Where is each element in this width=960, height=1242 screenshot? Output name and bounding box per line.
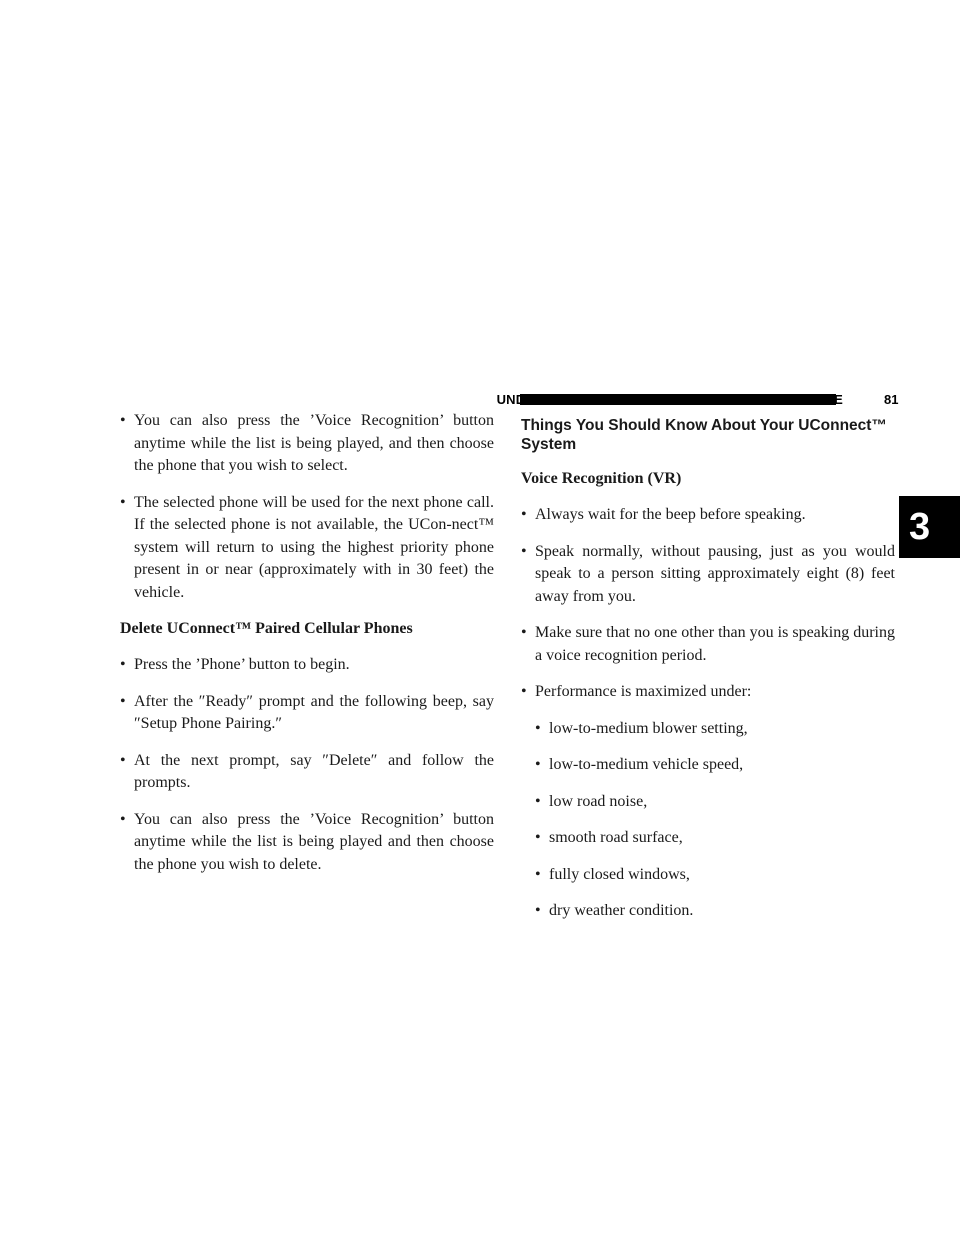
list-item-text: Make sure that no one other than you is speaking during a voice recognition period. <box>535 624 895 664</box>
right-column <box>521 410 895 937</box>
section-heading-things-to-know: Things You Should Know About Your UConnect™ System <box>521 417 887 453</box>
list-item-text: Performance is maximized under: <box>535 683 752 700</box>
list-item-text: smooth road surface, <box>549 829 683 846</box>
bullet-icon: • <box>535 756 541 773</box>
page-number: 81 <box>884 392 899 407</box>
sub-list-item <box>535 754 895 777</box>
bullet-icon: • <box>535 865 541 883</box>
list-item <box>521 541 895 609</box>
list-item <box>521 504 895 527</box>
list-item <box>120 492 494 605</box>
sub-list-item <box>535 827 895 850</box>
left-column <box>120 410 494 890</box>
list-item <box>120 410 494 478</box>
bullet-icon: • <box>120 493 126 511</box>
sub-list-item <box>535 864 895 887</box>
list-item <box>521 622 895 667</box>
bullet-icon: • <box>120 810 126 828</box>
subheading-voice-recognition: Voice Recognition (VR) <box>521 470 682 487</box>
list-item-text: After the ″Ready″ prompt and the following beep, say ″Setup Phone Pairing.″ <box>134 692 494 732</box>
bullet-icon: • <box>120 692 126 710</box>
section-heading-delete-phones: Delete UConnect™ Paired Cellular Phones <box>120 620 413 637</box>
bullet-icon: • <box>120 412 126 429</box>
list-item-text: fully closed windows, <box>549 865 690 883</box>
list-item-text: You can also press the ’Voice Recognition’ button anytime while the list is being played, and then choose the phone that you wish to select. <box>134 412 494 474</box>
sub-list-item <box>535 791 895 814</box>
list-item <box>120 654 494 677</box>
list-item <box>120 750 494 795</box>
bullet-icon: • <box>120 751 126 769</box>
list-item-text: At the next prompt, say ″Delete″ and follow the prompts. <box>134 751 494 791</box>
list-item-text: Speak normally, without pausing, just as you would speak to a person sitting approximately eight (8) feet away from you. <box>535 542 895 605</box>
running-header-title: UNDERSTANDING THE FEATURES OF YOUR VEHICLE <box>496 392 843 407</box>
bullet-icon: • <box>521 624 527 641</box>
list-item <box>120 809 494 877</box>
sub-list-item <box>535 900 895 923</box>
list-item-text: Press the ’Phone’ button to begin. <box>134 656 350 673</box>
list-item-text: low-to-medium blower setting, <box>549 719 748 737</box>
list-item-text: You can also press the ’Voice Recognition’ button anytime while the list is being played and then choose the phone you wish to delete. <box>134 810 494 873</box>
bullet-icon: • <box>120 656 126 673</box>
chapter-tab: 3 <box>899 496 960 558</box>
bullet-icon: • <box>535 792 541 810</box>
bullet-icon: • <box>535 719 541 737</box>
list-item-text: The selected phone will be used for the next phone call. If the selected phone is not available, the UCon-nect™ system will return to using the highest priority phone present in or near (approximately with in 30 feet) the vehicle. <box>134 493 494 601</box>
bullet-icon: • <box>535 902 541 919</box>
list-item-text: Always wait for the beep before speaking. <box>535 506 806 523</box>
bullet-icon: • <box>521 506 527 523</box>
list-item-text: low road noise, <box>549 792 648 810</box>
bullet-icon: • <box>535 829 541 846</box>
list-item <box>521 681 895 704</box>
list-item-text: low-to-medium vehicle speed, <box>549 756 744 773</box>
bullet-icon: • <box>521 542 527 560</box>
list-item-text: dry weather condition. <box>549 902 694 919</box>
sub-list-item <box>535 718 895 741</box>
bullet-icon: • <box>521 683 527 700</box>
list-item <box>120 691 494 736</box>
